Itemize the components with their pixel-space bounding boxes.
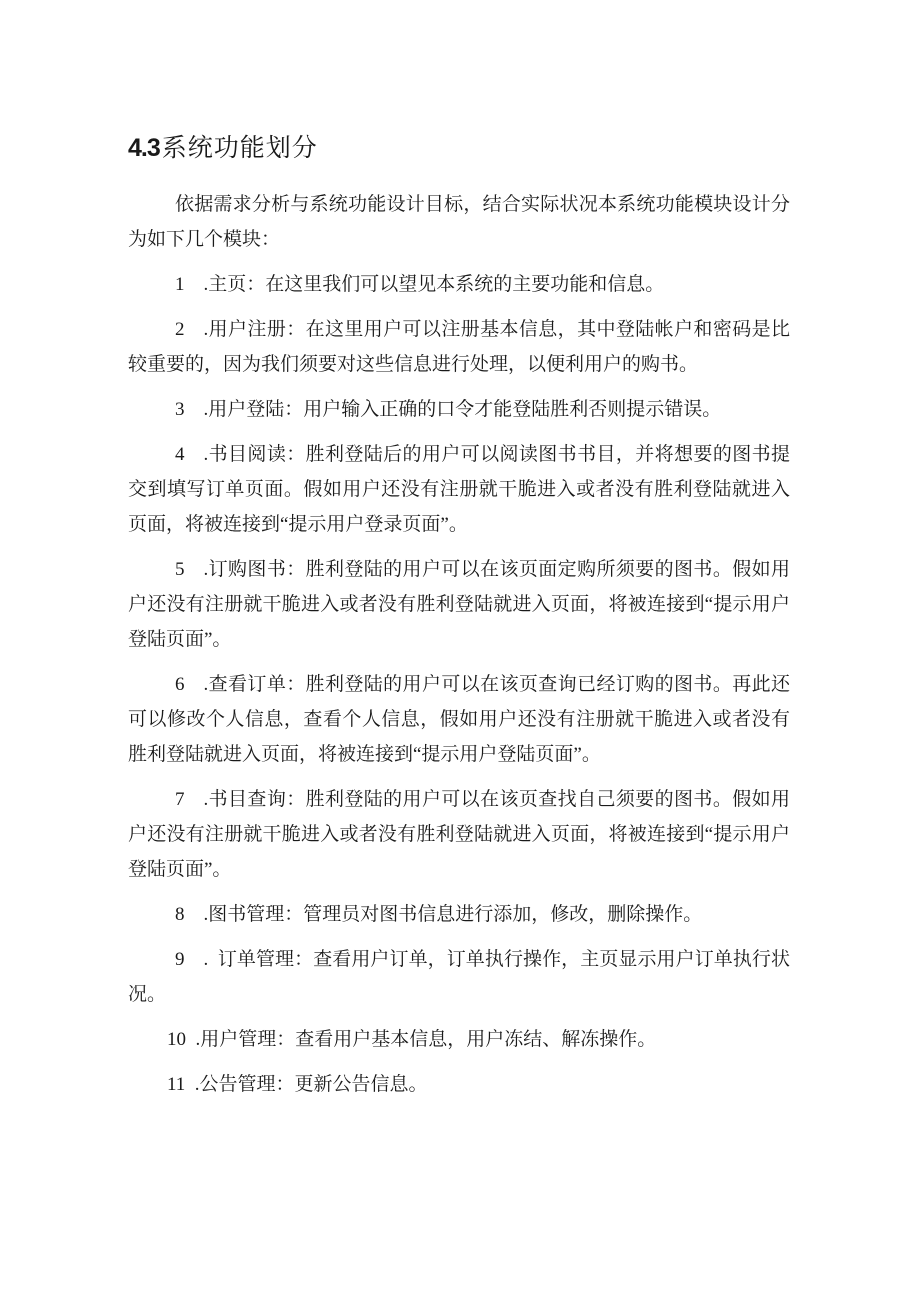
module-list-item: 1 .主页：在这里我们可以望见本系统的主要功能和信息。 xyxy=(175,274,665,295)
module-list-item: 4 .书目阅读：胜利登陆后的用户可以阅读图书书目，并将想要的图书提交到填写订单页面。假如用户还没有注册就干脆进入或者没有胜利登陆就进入页面，将被连接到“提示用户登录页面”。 xyxy=(128,444,790,535)
section-title: 系统功能划分 xyxy=(161,135,318,162)
module-list-item: 5 .订购图书：胜利登陆的用户可以在该页面定购所须要的图书。假如用户还没有注册就干脆进入或者没有胜利登陆就进入页面，将被连接到“提示用户登陆页面”。 xyxy=(128,559,790,650)
section-heading xyxy=(128,131,790,166)
module-list-item: 6 .查看订单：胜利登陆的用户可以在该页查询已经订购的图书。再此还可以修改个人信息，查看个人信息，假如用户还没有注册就干脆进入或者没有胜利登陆就进入页面，将被连接到“提示用户登陆页面”。 xyxy=(128,674,790,765)
module-list-item: 10 .用户管理：查看用户基本信息，用户冻结、解冻操作。 xyxy=(167,1029,657,1050)
module-list-item: 9 . 订单管理：查看用户订单，订单执行操作，主页显示用户订单执行状况。 xyxy=(128,949,790,1005)
module-list-item: 7 .书目查询：胜利登陆的用户可以在该页查找自己须要的图书。假如用户还没有注册就干脆进入或者没有胜利登陆就进入页面，将被连接到“提示用户登陆页面”。 xyxy=(128,789,790,880)
module-list-item: 2 .用户注册：在这里用户可以注册基本信息，其中登陆帐户和密码是比较重要的，因为我们须要对这些信息进行处理，以便利用户的购书。 xyxy=(128,319,790,375)
section-number: 4.3 xyxy=(128,134,160,162)
module-list xyxy=(128,267,790,1102)
module-list-item: 3 .用户登陆：用户输入正确的口令才能登陆胜利否则提示错误。 xyxy=(175,399,722,420)
module-list-item: 11 .公告管理：更新公告信息。 xyxy=(167,1074,428,1095)
module-list-item: 8 .图书管理：管理员对图书信息进行添加，修改，删除操作。 xyxy=(175,904,703,925)
intro-paragraph: 依据需求分析与系统功能设计目标，结合实际状况本系统功能模块设计分为如下几个模块： xyxy=(128,194,790,250)
